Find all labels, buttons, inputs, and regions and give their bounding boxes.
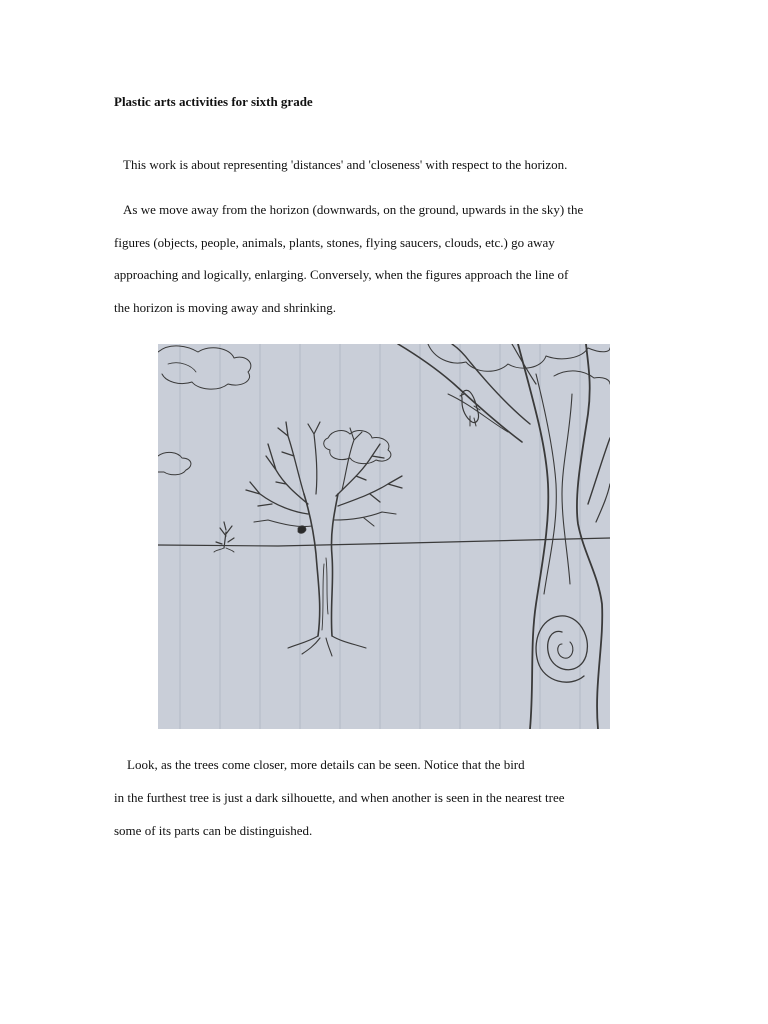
paragraph-2-line-3: approaching and logically, enlarging. Conversely, when the figures approach the line of xyxy=(114,267,569,282)
paragraph-2-line-2: figures (objects, people, animals, plants, stones, flying saucers, clouds, etc.) go away xyxy=(114,235,555,250)
paragraph-2-line-1: As we move away from the horizon (downwards, on the ground, upwards in the sky) the xyxy=(123,202,584,217)
paragraph-2-line-4: the horizon is moving away and shrinking. xyxy=(114,300,337,315)
tree-drawing-image xyxy=(158,344,610,729)
document-title: Plastic arts activities for sixth grade xyxy=(114,94,313,109)
paragraph-3-line-3: some of its parts can be distinguished. xyxy=(114,823,313,838)
paragraph-3-line-2: in the furthest tree is just a dark silhouette, and when another is seen in the nearest tree xyxy=(114,790,565,805)
paragraph-3-line-1: Look, as the trees come closer, more details can be seen. Notice that the bird xyxy=(127,757,525,772)
paragraph-1: This work is about representing 'distances' and 'closeness' with respect to the horizon. xyxy=(123,157,568,172)
